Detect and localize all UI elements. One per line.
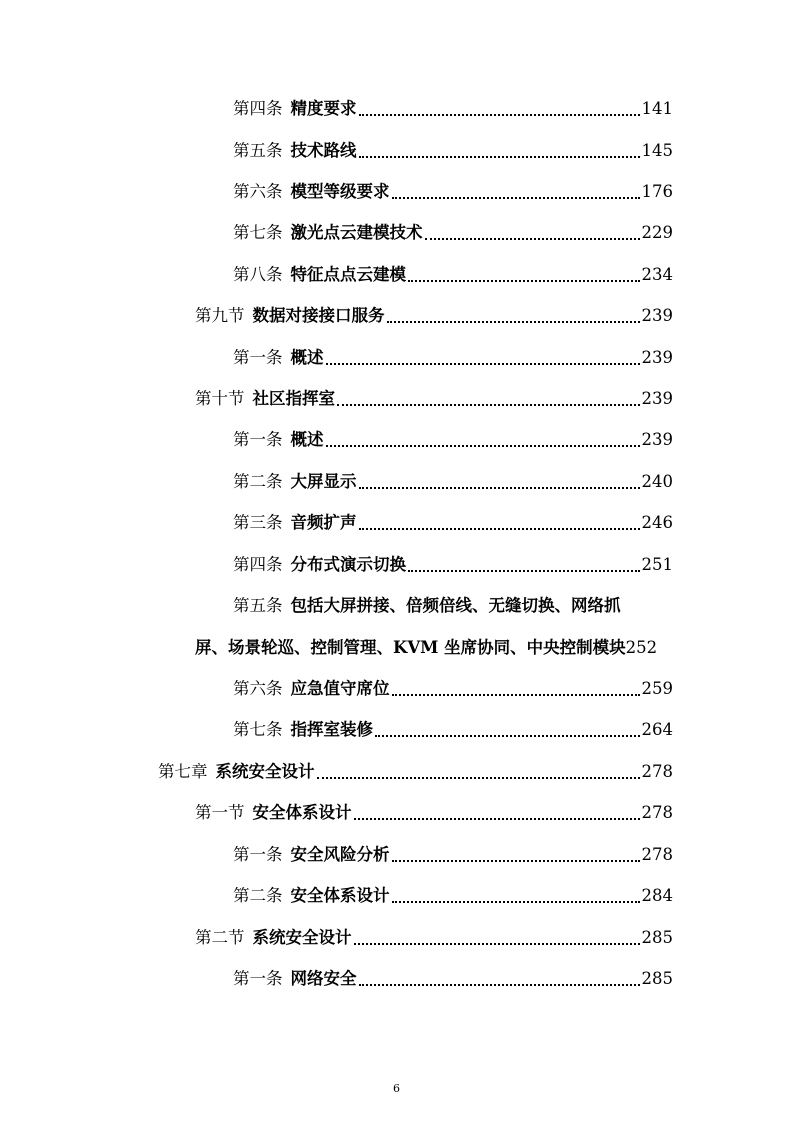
toc-entry <box>233 553 673 577</box>
toc-entry-page: 229 <box>641 223 673 242</box>
toc-entry <box>233 718 673 742</box>
dot-leader <box>375 735 640 737</box>
dot-leader <box>354 818 640 820</box>
toc-entry <box>233 97 673 121</box>
toc-entry <box>195 801 673 825</box>
toc-entry <box>195 304 673 328</box>
toc-entry-page: 145 <box>641 141 673 160</box>
dot-leader <box>392 197 640 199</box>
toc-entry-number: 第七条 <box>233 223 283 242</box>
toc-entry-title: 特征点点云建模 <box>290 265 406 284</box>
dot-leader <box>392 694 640 696</box>
toc-entry-page: 246 <box>641 513 673 532</box>
dot-leader <box>354 943 640 945</box>
toc-entry-title: 网络安全 <box>290 969 357 988</box>
toc-entry-page: 278 <box>641 845 673 864</box>
toc-entry-page: 239 <box>641 389 673 408</box>
toc-entry <box>233 470 673 494</box>
toc-entry-continuation <box>195 636 700 660</box>
toc-entry-title: 数据对接接口服务 <box>252 306 385 325</box>
toc-entry <box>158 760 673 784</box>
toc-entry-title: 概述 <box>290 348 324 367</box>
toc-entry-page: 240 <box>641 472 673 491</box>
toc-entry-page: 176 <box>641 182 673 201</box>
toc-entry-page: 251 <box>641 555 673 574</box>
toc-entry-title: 系统安全设计 <box>215 762 315 781</box>
dot-leader <box>359 528 640 530</box>
toc-entry-page: 264 <box>641 720 673 739</box>
toc-entry <box>233 677 673 701</box>
toc-entry-number: 第一节 <box>195 803 245 822</box>
toc-entry-title: 应急值守席位 <box>290 679 390 698</box>
dot-leader <box>326 363 640 365</box>
toc-entry-page: 239 <box>641 348 673 367</box>
toc-entry-title: 系统安全设计 <box>252 928 352 947</box>
toc-entry-page: 141 <box>641 99 673 118</box>
toc-entry-page: 239 <box>641 306 673 325</box>
dot-leader <box>359 156 640 158</box>
toc-entry-title: 激光点云建模技术 <box>290 223 423 242</box>
toc-entry <box>233 884 673 908</box>
toc-entry-number: 第一条 <box>233 969 283 988</box>
dot-leader <box>387 321 640 323</box>
toc-entry-number: 第五条 <box>233 596 283 615</box>
toc-entry-number: 第一条 <box>233 845 283 864</box>
toc-entry-number: 第四条 <box>233 555 283 574</box>
dot-leader <box>337 404 640 406</box>
dot-leader <box>392 901 640 903</box>
toc-entry-title: 社区指挥室 <box>252 389 335 408</box>
toc-entry <box>233 221 673 245</box>
dot-leader <box>392 860 640 862</box>
toc-entry-page: 285 <box>641 969 673 988</box>
toc-entry <box>195 926 673 950</box>
toc-entry-number: 第六条 <box>233 679 283 698</box>
toc-entry-title: 安全风险分析 <box>290 845 390 864</box>
toc-entry-title: 模型等级要求 <box>290 182 390 201</box>
toc-entry-number: 第六条 <box>233 182 283 201</box>
dot-leader <box>326 445 640 447</box>
toc-entry-title: 分布式演示切换 <box>290 555 406 574</box>
toc-entry <box>233 511 673 535</box>
toc-entry <box>195 387 673 411</box>
toc-entry-title: 精度要求 <box>290 99 357 118</box>
toc-entry-number: 第二条 <box>233 472 283 491</box>
toc-entry-page: 285 <box>641 928 673 947</box>
toc-entry-number: 第九节 <box>195 306 245 325</box>
toc-entry-number: 第一条 <box>233 430 283 449</box>
toc-entry-title: 大屏显示 <box>290 472 357 491</box>
toc-entry-number: 第四条 <box>233 99 283 118</box>
toc-entry-title: 音频扩声 <box>290 513 357 532</box>
toc-entry-number: 第七条 <box>233 720 283 739</box>
toc-entry-page: 278 <box>641 803 673 822</box>
toc-entry-wrapped <box>233 594 621 618</box>
toc-entry-title-continuation: 屏、场景轮巡、控制管理、KVM 坐席协同、中央控制模块 <box>195 638 626 657</box>
toc-entry-number: 第二条 <box>233 886 283 905</box>
toc-entry-page: 284 <box>641 886 673 905</box>
toc-entry <box>233 180 673 204</box>
page-footer-number: 6 <box>393 1082 400 1095</box>
toc-entry-number: 第五条 <box>233 141 283 160</box>
toc-entry-title: 安全体系设计 <box>290 886 390 905</box>
dot-leader <box>359 114 640 116</box>
toc-entry-number: 第二节 <box>195 928 245 947</box>
toc-entry-page: 234 <box>641 265 673 284</box>
toc-entry-number: 第十节 <box>195 389 245 408</box>
toc-entry-title: 技术路线 <box>290 141 357 160</box>
toc-entry-title: 安全体系设计 <box>252 803 352 822</box>
dot-leader <box>359 487 640 489</box>
toc-entry-page: 259 <box>641 679 673 698</box>
toc-entry-page: 278 <box>641 762 673 781</box>
toc-entry <box>233 346 673 370</box>
toc-entry-page: 252 <box>625 638 658 657</box>
toc-entry-number: 第三条 <box>233 513 283 532</box>
dot-leader <box>408 280 640 282</box>
toc-entry-page: 239 <box>641 430 673 449</box>
toc-entry <box>233 428 673 452</box>
dot-leader <box>359 984 640 986</box>
toc-entry <box>233 967 673 991</box>
dot-leader <box>408 570 640 572</box>
dot-leader <box>425 238 640 240</box>
toc-entry <box>233 843 673 867</box>
toc-entry-number: 第八条 <box>233 265 283 284</box>
toc-entry-number: 第七章 <box>158 762 208 781</box>
toc-entry-title: 指挥室装修 <box>290 720 373 739</box>
toc-entry <box>233 263 673 287</box>
toc-entry-number: 第一条 <box>233 348 283 367</box>
toc-entry-title: 包括大屏拼接、倍频倍线、无缝切换、网络抓 <box>290 596 621 615</box>
dot-leader <box>317 777 640 779</box>
toc-entry-title: 概述 <box>290 430 324 449</box>
toc-entry <box>233 139 673 163</box>
